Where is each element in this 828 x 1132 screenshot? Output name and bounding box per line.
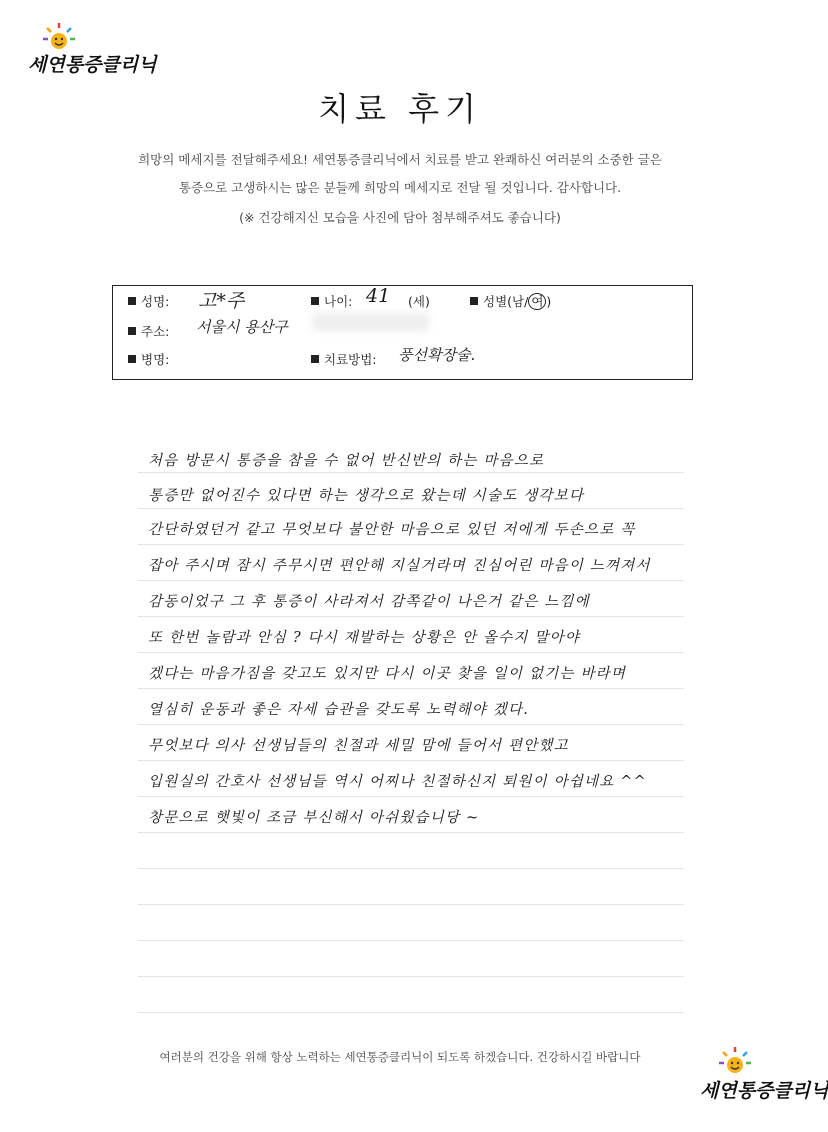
ruled-line	[138, 688, 684, 689]
square-bullet-icon	[470, 297, 478, 305]
intro-line: 통증으로 고생하시는 많은 분들께 희망의 메세지로 전달 될 것입니다. 감사합니다.	[178, 180, 622, 195]
review-line: 입원실의 간호사 선생님들 역시 어찌나 친절하신지 퇴원이 아쉽네요 ^^	[148, 774, 647, 790]
ruled-line	[138, 580, 684, 581]
ruled-line	[138, 940, 684, 941]
gender-close: )	[546, 294, 552, 309]
treatment-label: 치료방법:	[324, 352, 377, 367]
review-line: 창문으로 햇빛이 조금 부신해서 아쉬웠습니당 ~	[148, 810, 480, 826]
ruled-line	[138, 724, 684, 725]
disease-label: 병명:	[141, 352, 170, 367]
age-value: 41	[366, 285, 391, 307]
address-label: 주소:	[141, 324, 170, 339]
name-label: 성명:	[141, 294, 170, 309]
logo-text: 세연통증클리닉	[700, 1080, 828, 1102]
redacted-address	[312, 313, 430, 331]
age-field	[311, 292, 352, 310]
page-title: 치료 후기	[318, 90, 482, 128]
ruled-line	[138, 652, 684, 653]
sun-face-icon	[718, 1046, 752, 1076]
address-field	[128, 322, 169, 340]
square-bullet-icon	[128, 355, 136, 363]
age-label: 나이:	[324, 294, 353, 309]
address-value: 서울시 용산구	[196, 318, 288, 336]
gender-field	[470, 292, 551, 310]
square-bullet-icon	[128, 327, 136, 335]
gender-value: 여	[528, 293, 546, 310]
ruled-line	[138, 616, 684, 617]
ruled-line	[138, 976, 684, 977]
ruled-line	[138, 796, 684, 797]
square-bullet-icon	[128, 297, 136, 305]
review-line: 잡아 주시며 잠시 주무시면 편안해 지실거라며 진심어린 마음이 느껴져서	[148, 558, 651, 574]
name-value: 고*주	[198, 290, 245, 312]
name-field	[128, 292, 169, 310]
review-line: 처음 방문시 통증을 참을 수 없어 반신반의 하는 마음으로	[148, 453, 545, 469]
ruled-line	[138, 832, 684, 833]
age-unit: (세)	[408, 294, 430, 309]
treatment-value: 풍선확장술.	[398, 346, 476, 364]
ruled-line	[138, 508, 684, 509]
gender-label: 성별(남/	[483, 294, 529, 309]
clinic-logo-bottom	[700, 1046, 828, 1106]
review-line: 통증만 없어진수 있다면 하는 생각으로 왔는데 시술도 생각보다	[148, 488, 585, 504]
square-bullet-icon	[311, 355, 319, 363]
logo-text: 세연통증클리닉	[28, 54, 157, 76]
square-bullet-icon	[311, 297, 319, 305]
review-line: 무엇보다 의사 선생님들의 친절과 세밀 맘에 들어서 편안했고	[148, 738, 569, 754]
ruled-line	[138, 760, 684, 761]
disease-field	[128, 350, 169, 368]
review-line: 또 한번 놀람과 안심 ? 다시 재발하는 상황은 안 올수지 말아야	[148, 630, 581, 646]
ruled-line	[138, 868, 684, 869]
intro-line: (※ 건강해지신 모습을 사진에 담아 첨부해주셔도 좋습니다)	[239, 210, 561, 225]
clinic-logo-top	[28, 22, 157, 78]
ruled-line	[138, 1012, 684, 1013]
sun-face-icon	[42, 22, 76, 52]
review-line: 겠다는 마음가짐을 갖고도 있지만 다시 이곳 찾을 일이 없기는 바라며	[148, 666, 627, 682]
intro-line: 희망의 메세지를 전달해주세요! 세연통증클리닉에서 치료를 받고 완쾌하신 여러분의 소중한 글은	[138, 152, 662, 167]
review-line: 열심히 운동과 좋은 자세 습관을 갖도록 노력해야 겠다.	[148, 702, 530, 718]
footer-message: 여러분의 건강을 위해 항상 노력하는 세연통증클리닉이 되도록 하겠습니다. 건강하시길 바랍니다	[159, 1050, 641, 1064]
ruled-line	[138, 472, 684, 473]
treatment-field	[311, 350, 377, 368]
ruled-line	[138, 904, 684, 905]
ruled-line	[138, 544, 684, 545]
review-line: 감동이었구 그 후 통증이 사라져서 감쪽같이 나은거 같은 느낌에	[148, 594, 590, 610]
review-line: 간단하였던거 같고 무엇보다 불안한 마음으로 있던 저에게 두손으로 꼭	[148, 522, 636, 538]
